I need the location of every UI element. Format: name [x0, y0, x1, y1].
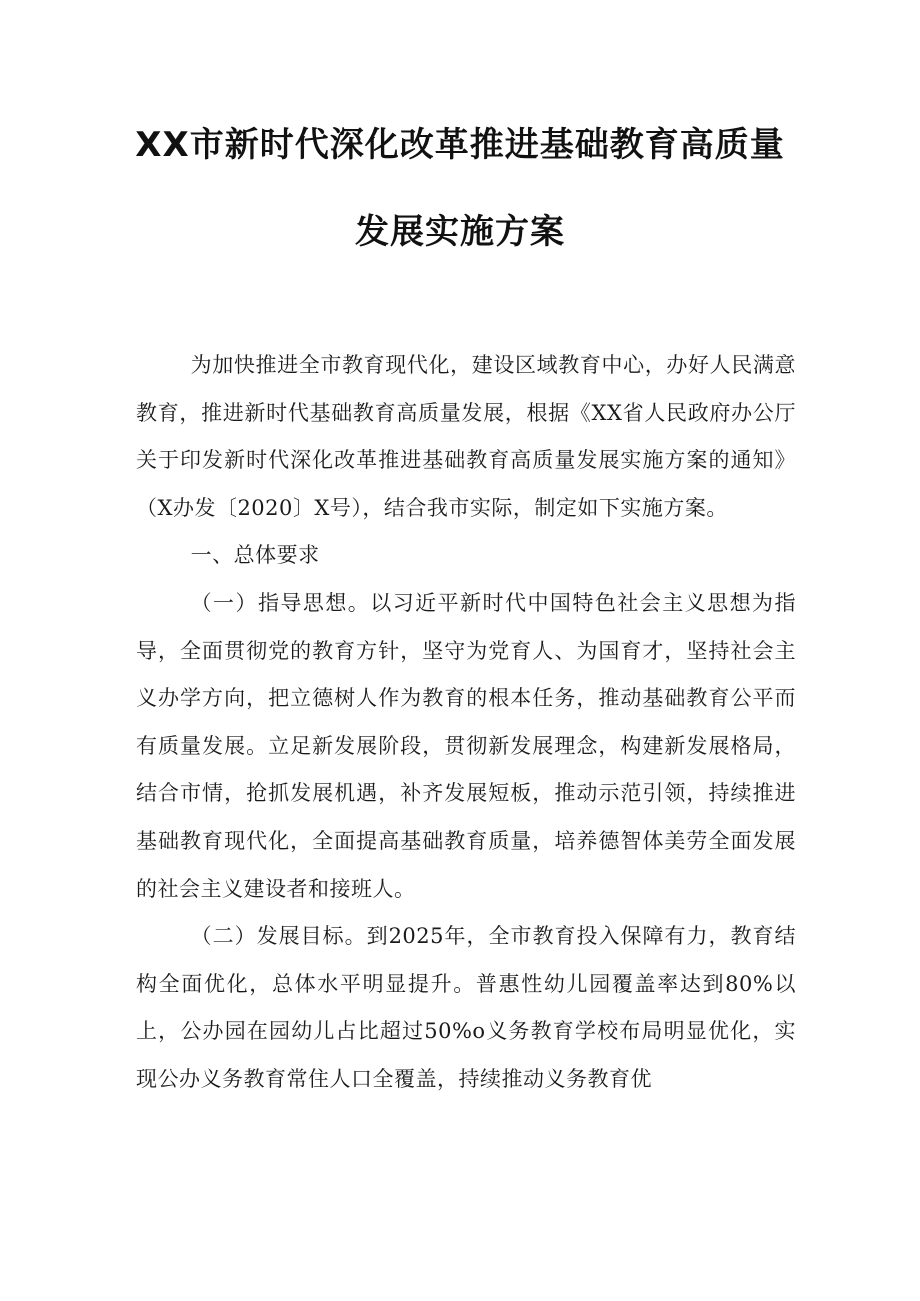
document-title-line-1: XX市新时代深化改革推进基础教育高质量	[135, 125, 785, 165]
document-body	[136, 342, 796, 1104]
development-goals-paragraph: （二）发展目标。到2025年，全市教育投入保障有力，教育结构全面优化，总体水平明显提升。普惠性幼儿园覆盖率达到80%以上，公办园在园幼儿占比超过50%o义务教育学校布局明显优化，实现公办义务教育常住人口全覆盖，持续推动义务教育优	[136, 924, 796, 1091]
intro-paragraph: 为加快推进全市教育现代化，建设区域教育中心，办好人民满意教育，推进新时代基础教育高质量发展，根据《XX省人民政府办公厅关于印发新时代深化改革推进基础教育高质量发展实施方案的通知》（X办发〔2020〕X号），结合我市实际，制定如下实施方案。	[136, 353, 796, 520]
document-title-line-2: 发展实施方案	[355, 212, 565, 252]
guiding-ideology-paragraph: （一）指导思想。以习近平新时代中国特色社会主义思想为指导，全面贯彻党的教育方针，坚守为党育人、为国育才，坚持社会主义办学方向，把立德树人作为教育的根本任务，推动基础教育公平而有质量发展。立足新发展阶段，贯彻新发展理念，构建新发展格局，结合市情，抢抓发展机遇，补齐发展短板，推动示范引领，持续推进基础教育现代化，全面提高基础教育质量，培养德智体美劳全面发展的社会主义建设者和接班人。	[136, 590, 796, 901]
section-heading-general-requirements: 一、总体要求	[190, 543, 320, 568]
